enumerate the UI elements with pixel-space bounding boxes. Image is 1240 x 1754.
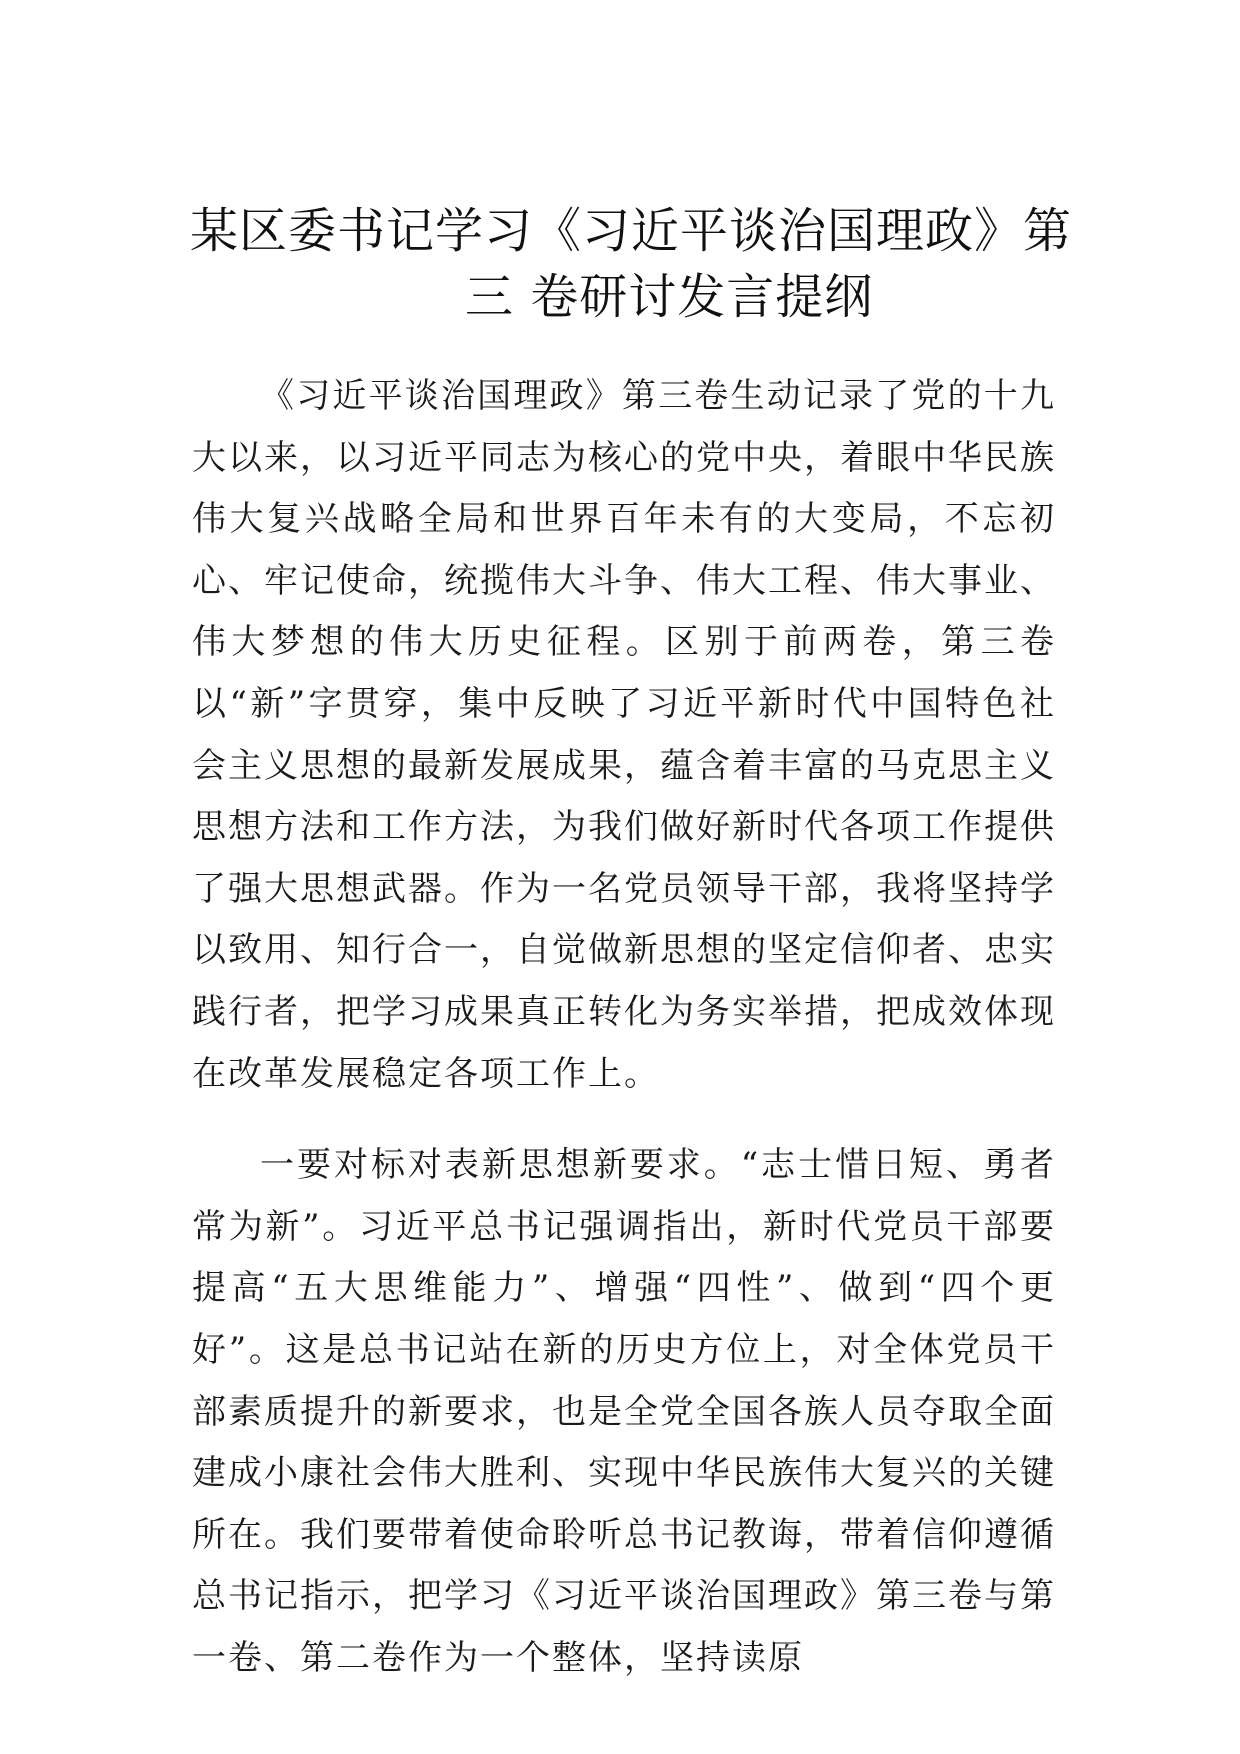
- document-title: [190, 198, 1073, 330]
- paragraph-point-one: 一要对标对表新思想新要求。“志士惜日短、勇者常为新”。习近平总书记强调指出，新时代党员干部要提高“五大思维能力”、增强“四性”、做到“四个更好”。这是总书记站在新的历史方位上，对全体党员干部素质提升的新要求，也是全党全国各族人员夺取全面建成小康社会伟大胜利、实现中华民族伟大复兴的关键所在。我们要带着使命聆听总书记教诲，带着信仰遵循总书记指示，把学习《习近平谈治国理政》第三卷与第一卷、第二卷作为一个整体，坚持读原: [192, 1145, 1056, 1678]
- title-line-2: 三 卷研讨发言提纲: [465, 269, 874, 325]
- document-body: [192, 366, 1056, 1689]
- paragraph-intro: 《习近平谈治国理政》第三卷生动记录了党的十九大以来，以习近平同志为核心的党中央，着眼中华民族伟大复兴战略全局和世界百年未有的大变局，不忘初心、牢记使命，统揽伟大斗争、伟大工程、伟大事业、伟大梦想的伟大历史征程。区别于前两卷，第三卷以“新”字贯穿，集中反映了习近平新时代中国特色社会主义思想的最新发展成果，蕴含着丰富的马克思主义思想方法和工作方法，为我们做好新时代各项工作提供了强大思想武器。作为一名党员领导干部，我将坚持学以致用、知行合一，自觉做新思想的坚定信仰者、忠实践行者，把学习成果真正转化为务实举措，把成效体现在改革发展稳定各项工作上。: [192, 376, 1056, 1094]
- title-line-1: 某区委书记学习《习近平谈治国理政》第: [190, 203, 1073, 259]
